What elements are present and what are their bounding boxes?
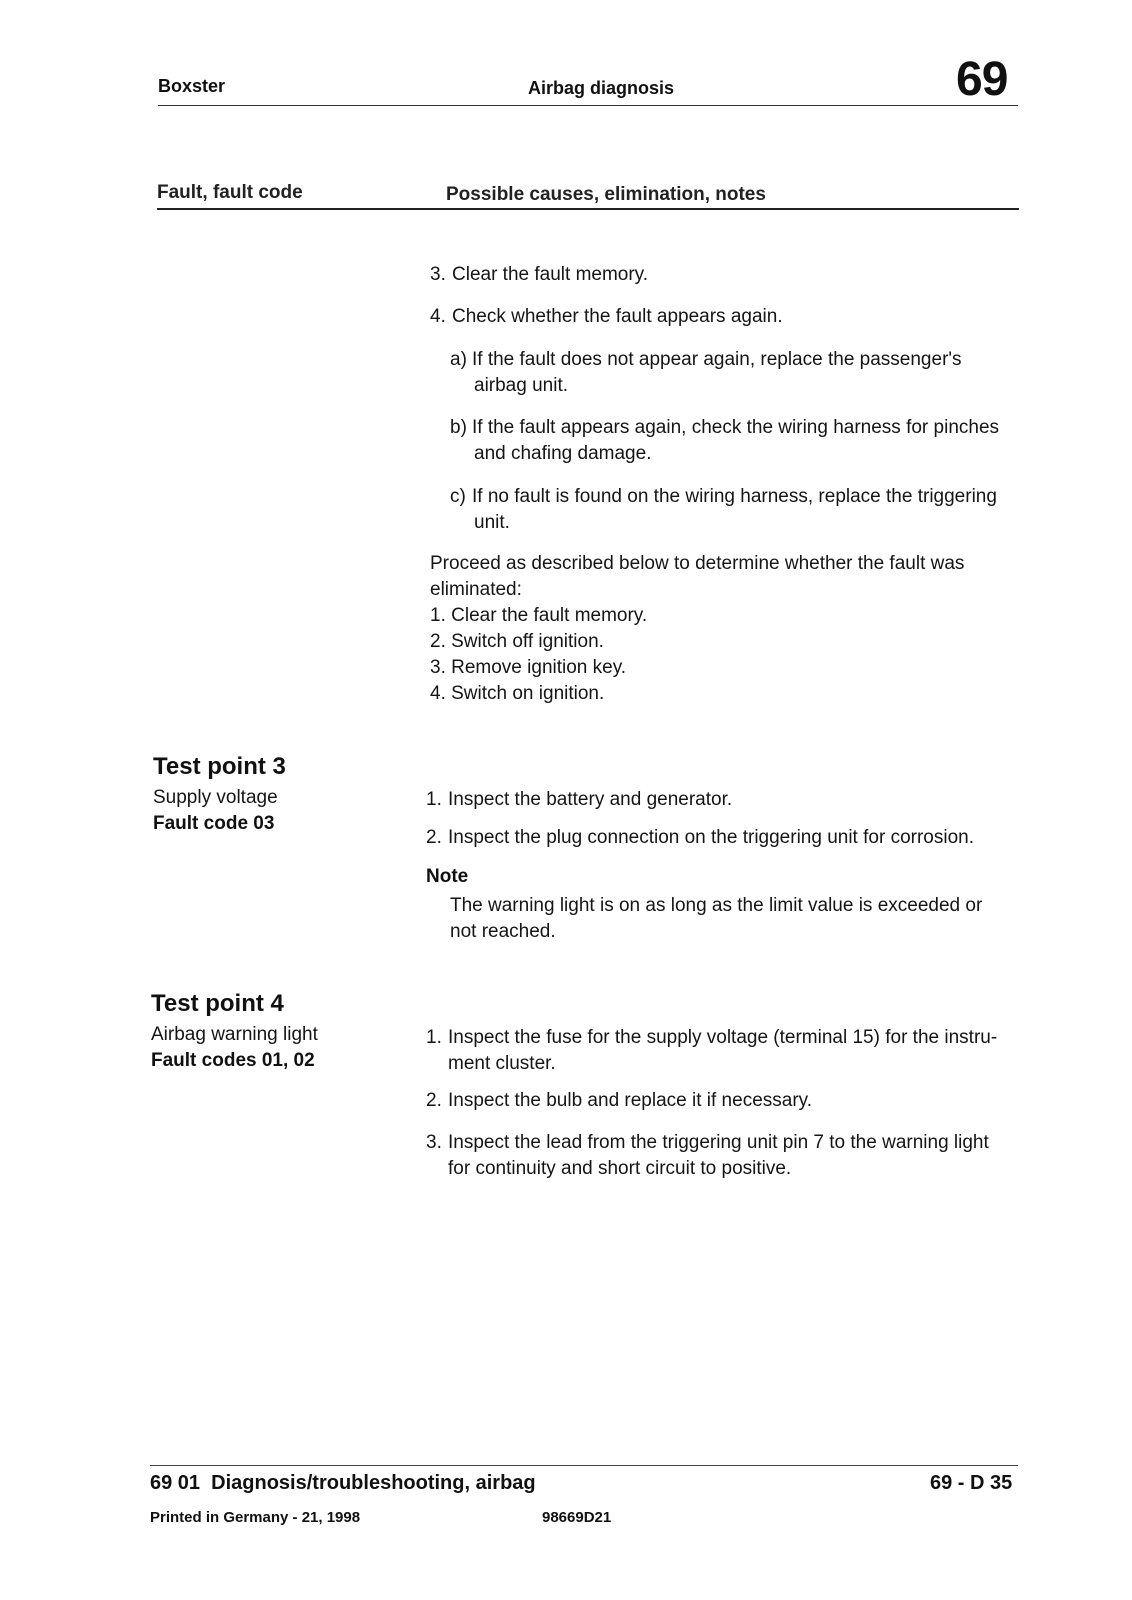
step-text: Clear the fault memory. [452, 264, 649, 285]
column-heading-fault: Fault, fault code [157, 182, 303, 203]
list-item [426, 787, 986, 813]
proceed-step: 4. Switch on ignition. [430, 683, 605, 704]
substep-letter: c) [450, 486, 466, 507]
step-text: Check whether the fault appears again. [452, 306, 783, 327]
step-line: for continuity and short circuit to positive. [448, 1158, 792, 1179]
proceed-text: eliminated: [430, 579, 522, 600]
step-line: ment cluster. [448, 1053, 556, 1074]
note-text: The warning light is on as long as the limit value is exceeded or [450, 895, 983, 916]
list-item [426, 1025, 1006, 1077]
step-text: Inspect the battery and generator. [448, 789, 733, 810]
step-text: Inspect the plug connection on the triggering unit for corrosion. [448, 827, 974, 848]
list-item [430, 262, 990, 288]
test-point-3-code: Fault code 03 [153, 813, 275, 834]
step-number: 3. [430, 264, 446, 285]
header-rule [158, 105, 1018, 106]
footer-page-number: 69 - D 35 [930, 1472, 1013, 1494]
step-number: 4. [430, 306, 446, 327]
proceed-text: Proceed as described below to determine whether the fault was [430, 553, 965, 574]
step-number: 3. [426, 1132, 442, 1153]
footer-doc-number: 98669D21 [542, 1509, 612, 1526]
substep-line: and chafing damage. [474, 443, 652, 464]
footer-printed: Printed in Germany - 21, 1998 [150, 1509, 361, 1526]
proceed-step: 1. Clear the fault memory. [430, 605, 648, 626]
step-number: 2. [426, 1090, 442, 1111]
footer-section: 69 01 Diagnosis/troubleshooting, airbag [150, 1472, 536, 1494]
test-point-4-subtitle: Airbag warning light [151, 1024, 318, 1045]
proceed-block [430, 551, 1010, 707]
step-line: Inspect the fuse for the supply voltage (terminal 15) for the instru- [448, 1027, 998, 1048]
step-line: Inspect the lead from the triggering unit pin 7 to the warning light [448, 1132, 989, 1153]
list-item [426, 1088, 1006, 1114]
header-model: Boxster [158, 76, 226, 96]
list-item [430, 304, 990, 330]
column-rule [157, 208, 1019, 210]
substep-line: airbag unit. [474, 375, 569, 396]
list-item [450, 415, 1010, 467]
substep-line: If no fault is found on the wiring harness, replace the triggering [472, 486, 997, 507]
step-number: 1. [426, 1027, 442, 1048]
list-item [426, 825, 1006, 851]
proceed-step: 2. Switch off ignition. [430, 631, 604, 652]
test-point-4-code: Fault codes 01, 02 [151, 1050, 315, 1071]
test-point-3-subtitle: Supply voltage [153, 787, 278, 808]
substep-line: If the fault does not appear again, replace the passenger's [472, 349, 962, 370]
step-number: 2. [426, 827, 442, 848]
note-text: not reached. [450, 921, 556, 942]
substep-letter: a) [450, 349, 467, 370]
proceed-step: 3. Remove ignition key. [430, 657, 627, 678]
substep-line: If the fault appears again, check the wiring harness for pinches [472, 417, 1000, 438]
note-title: Note [426, 866, 469, 887]
list-item [426, 1130, 1006, 1182]
list-item [450, 347, 1010, 399]
substep-line: unit. [474, 512, 510, 533]
step-line: Inspect the bulb and replace it if necessary. [448, 1090, 813, 1111]
substep-letter: b) [450, 417, 467, 438]
group-number: 69 [956, 53, 1008, 106]
step-number: 1. [426, 789, 442, 810]
footer-rule [150, 1465, 1018, 1466]
list-item [450, 484, 1010, 536]
column-heading-causes: Possible causes, elimination, notes [446, 184, 766, 205]
test-point-3-title: Test point 3 [153, 753, 286, 780]
note-body [450, 893, 1010, 945]
header-title: Airbag diagnosis [528, 78, 675, 98]
test-point-4-title: Test point 4 [151, 990, 284, 1017]
